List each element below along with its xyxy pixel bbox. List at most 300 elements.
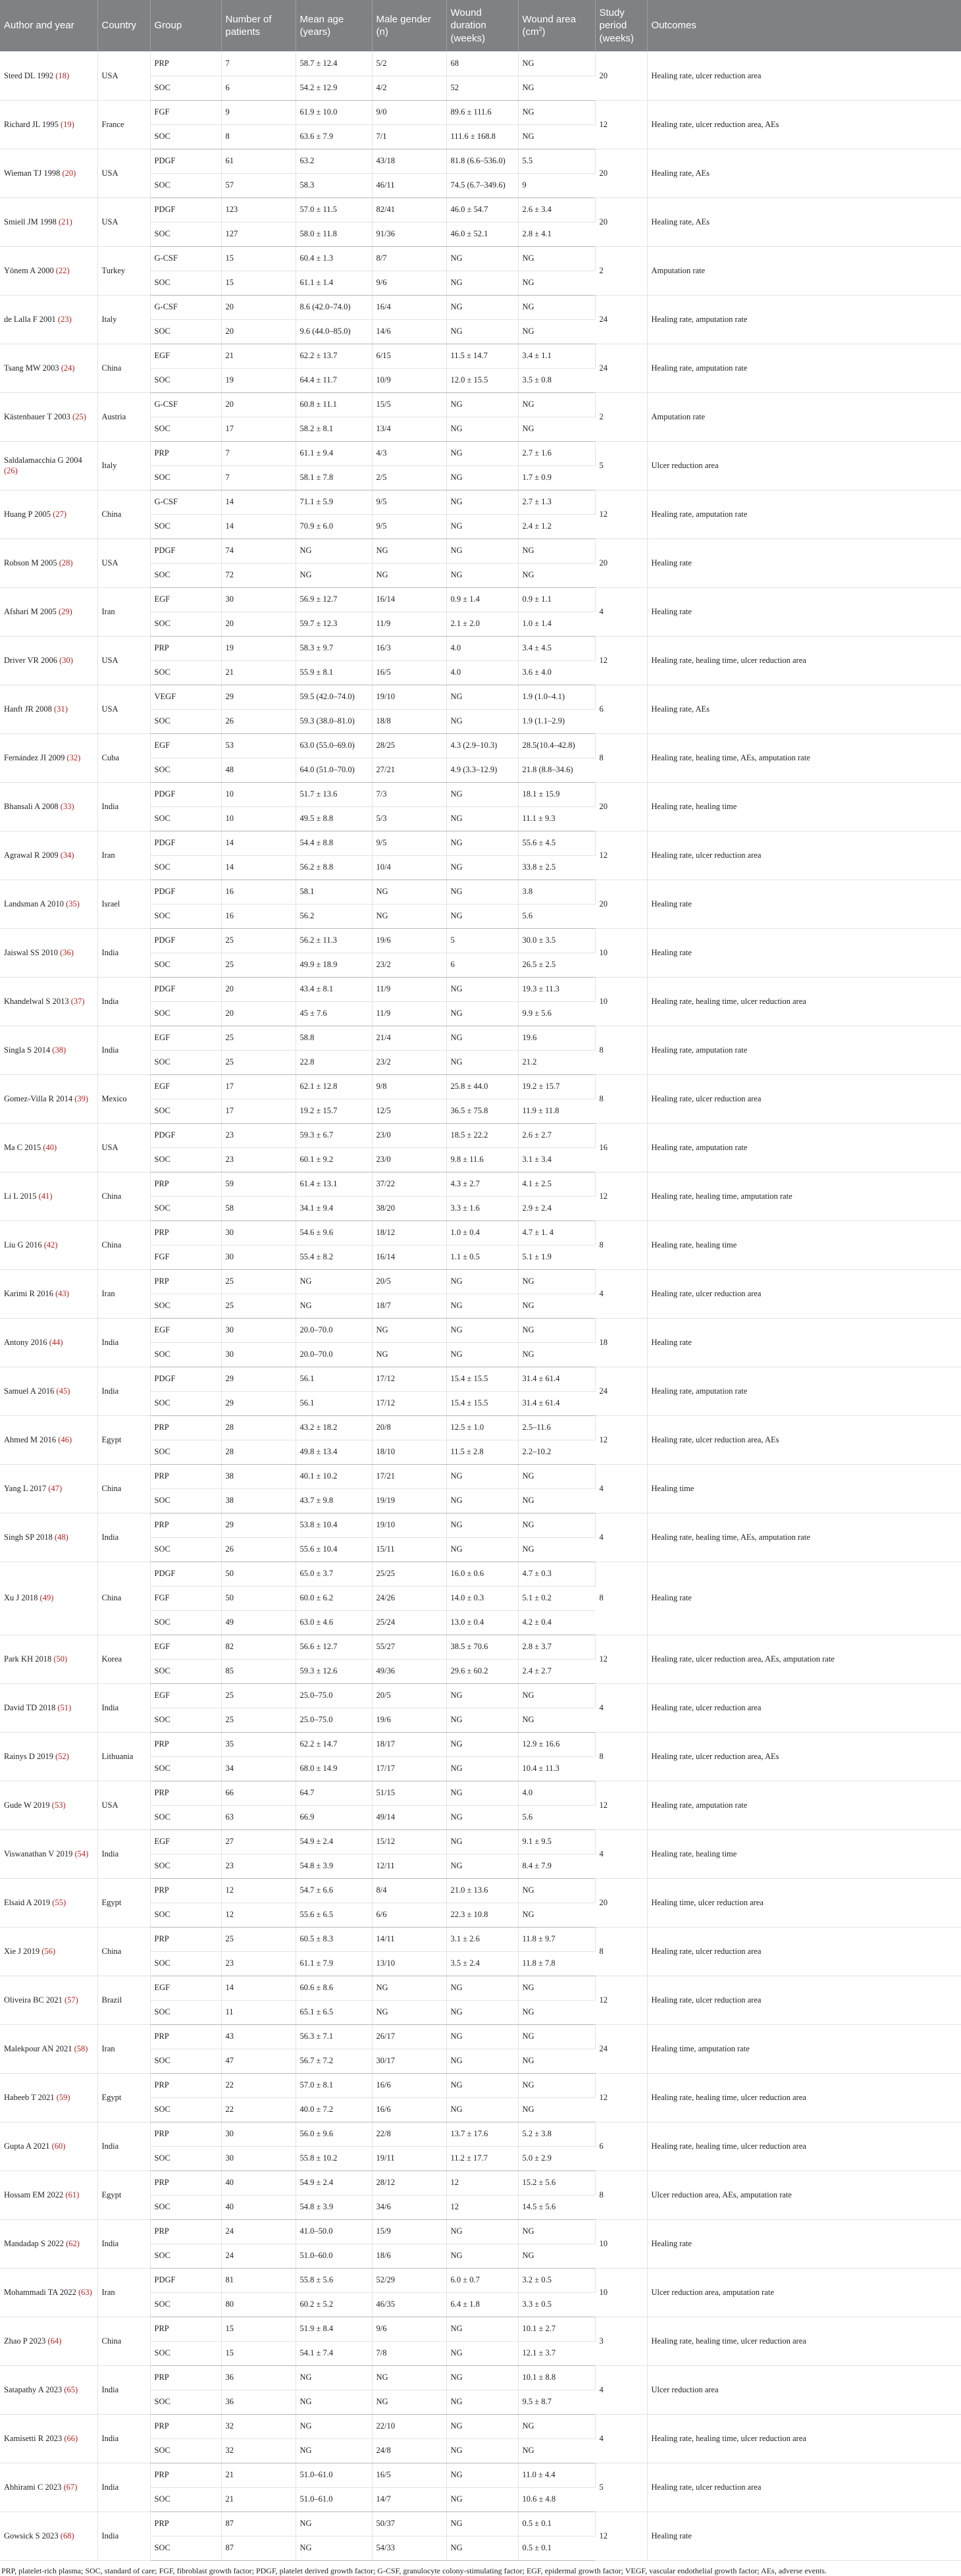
cell-male: 9/5 <box>372 831 446 855</box>
author-name: Steed DL 1992 <box>4 70 54 80</box>
cell-area: NG <box>518 1708 595 1732</box>
cell-period: 12 <box>595 1635 647 1683</box>
cell-group: SOC <box>150 1050 221 1074</box>
cell-patients: 74 <box>221 539 296 563</box>
cell-area: 28.5(10.4–42.8) <box>518 733 595 758</box>
reference-link[interactable]: (35) <box>66 899 80 908</box>
cell-period: 12 <box>595 1781 647 1829</box>
table-row <box>0 441 961 465</box>
cell-age: 64.4 ± 11.7 <box>296 368 372 392</box>
reference-link[interactable]: (20) <box>62 168 76 178</box>
cell-author <box>0 51 97 100</box>
cell-patients: 10 <box>221 782 296 806</box>
cell-author <box>0 490 97 539</box>
author-name: Khandelwal S 2013 <box>4 996 69 1006</box>
cell-group: SOC <box>150 1805 221 1829</box>
reference-link[interactable]: (55) <box>52 1897 66 1907</box>
cell-author <box>0 1172 97 1221</box>
cell-duration: 81.8 (6.6–536.0) <box>446 149 518 173</box>
cell-group: SOC <box>150 2097 221 2122</box>
cell-country: USA <box>97 149 150 197</box>
cell-male: 15/11 <box>372 1537 446 1562</box>
cell-outcomes: Healing rate, ulcer reduction area <box>647 831 961 880</box>
table-row <box>0 587 961 612</box>
cell-age: NG <box>296 563 372 587</box>
table-row <box>0 2122 961 2146</box>
cell-outcomes: Healing rate, ulcer reduction area <box>647 51 961 100</box>
cell-duration: NG <box>446 709 518 733</box>
cell-duration: NG <box>446 2097 518 2122</box>
cell-period: 20 <box>595 197 647 246</box>
cell-group: SOC <box>150 1708 221 1732</box>
reference-link[interactable]: (56) <box>41 1946 56 1956</box>
table-row <box>0 1976 961 2000</box>
cell-age: 58.1 ± 7.8 <box>296 465 372 490</box>
cell-area: 11.9 ± 11.8 <box>518 1099 595 1123</box>
header-duration: Wound duration (weeks) <box>446 0 518 51</box>
cell-author <box>0 149 97 197</box>
cell-period: 3 <box>595 2317 647 2365</box>
reference-link[interactable]: (30) <box>59 655 73 665</box>
cell-country: USA <box>97 1781 150 1829</box>
cell-area: 3.4 ± 1.1 <box>518 344 595 368</box>
cell-patients: 28 <box>221 1415 296 1440</box>
cell-area: 5.1 ± 0.2 <box>518 1586 595 1610</box>
table-row <box>0 2219 961 2244</box>
cell-age: 61.1 ± 9.4 <box>296 441 372 465</box>
cell-country: India <box>97 2414 150 2463</box>
cell-outcomes: Ulcer reduction area, amputation rate <box>647 2268 961 2317</box>
author-name: Tsang MW 2003 <box>4 363 59 373</box>
cell-patients: 30 <box>221 1221 296 1245</box>
cell-patients: 14 <box>221 831 296 855</box>
table-row <box>0 100 961 124</box>
reference-link[interactable]: (27) <box>53 509 67 519</box>
cell-country: China <box>97 1927 150 1976</box>
cell-area: 0.5 ± 0.1 <box>518 2536 595 2560</box>
cell-male: 5/3 <box>372 806 446 831</box>
table-row <box>0 2414 961 2438</box>
cell-area: 12.1 ± 3.7 <box>518 2341 595 2365</box>
reference-link[interactable]: (48) <box>55 1532 68 1542</box>
cell-male: 12/11 <box>372 1854 446 1878</box>
cell-outcomes: Healing rate, healing time, AEs, amputation rate <box>647 733 961 782</box>
cell-age: 40.0 ± 7.2 <box>296 2097 372 2122</box>
author-name: David TD 2018 <box>4 1702 56 1712</box>
cell-group: SOC <box>150 709 221 733</box>
author-name: Samuel A 2016 <box>4 1386 55 1396</box>
reference-link[interactable]: (63) <box>78 2287 92 2297</box>
cell-author <box>0 1635 97 1683</box>
cell-area: NG <box>518 1269 595 1294</box>
cell-male: 17/12 <box>372 1367 446 1391</box>
cell-patients: 15 <box>221 246 296 271</box>
cell-male: 4/2 <box>372 76 446 100</box>
cell-outcomes: Healing rate, healing time <box>647 1829 961 1878</box>
cell-group: SOC <box>150 1659 221 1683</box>
author-name: Elsaid A 2019 <box>4 1897 51 1907</box>
cell-male: 9/0 <box>372 100 446 124</box>
cell-area: 4.7 ± 0.3 <box>518 1562 595 1586</box>
cell-country: India <box>97 782 150 831</box>
cell-group: EGF <box>150 344 221 368</box>
cell-age: 60.8 ± 11.1 <box>296 392 372 417</box>
cell-age: 62.2 ± 14.7 <box>296 1732 372 1756</box>
cell-group: SOC <box>150 806 221 831</box>
cell-group: PDGF <box>150 928 221 953</box>
cell-group: PRP <box>150 1269 221 1294</box>
cell-group: PRP <box>150 2170 221 2195</box>
cell-duration: NG <box>446 1318 518 1342</box>
author-name: Rainys D 2019 <box>4 1751 53 1761</box>
cell-duration: NG <box>446 855 518 880</box>
cell-area: NG <box>518 76 595 100</box>
cell-group: SOC <box>150 1196 221 1221</box>
cell-duration: NG <box>446 2049 518 2073</box>
cell-area: NG <box>518 392 595 417</box>
cell-duration: 2.1 ± 2.0 <box>446 612 518 636</box>
reference-link[interactable]: (62) <box>66 2238 80 2248</box>
cell-country: Italy <box>97 441 150 490</box>
cell-patients: 21 <box>221 344 296 368</box>
reference-link[interactable]: (19) <box>60 119 74 129</box>
cell-area: NG <box>518 1537 595 1562</box>
cell-male: 20/5 <box>372 1683 446 1708</box>
author-name: Li L 2015 <box>4 1191 37 1201</box>
cell-outcomes: Healing rate, healing time, ulcer reduction area <box>647 977 961 1026</box>
cell-group: PDGF <box>150 782 221 806</box>
table-body <box>0 51 961 2560</box>
reference-link[interactable]: (38) <box>52 1045 66 1055</box>
cell-duration: NG <box>446 904 518 928</box>
cell-male: 19/6 <box>372 1708 446 1732</box>
cell-author <box>0 2073 97 2122</box>
cell-period: 24 <box>595 1367 647 1415</box>
cell-patients: 43 <box>221 2024 296 2049</box>
reference-link[interactable]: (51) <box>57 1702 72 1712</box>
reference-link[interactable]: (43) <box>55 1288 69 1298</box>
reference-link[interactable]: (60) <box>51 2141 66 2151</box>
cell-patients: 7 <box>221 441 296 465</box>
cell-duration: NG <box>446 2073 518 2097</box>
cell-period: 8 <box>595 733 647 782</box>
cell-age: 43.2 ± 18.2 <box>296 1415 372 1440</box>
table-row <box>0 1513 961 1537</box>
cell-group: PRP <box>150 1927 221 1951</box>
reference-link[interactable]: (59) <box>56 2092 70 2102</box>
cell-male: 21/4 <box>372 1026 446 1050</box>
cell-patients: 87 <box>221 2511 296 2536</box>
reference-link[interactable]: (49) <box>39 1593 54 1603</box>
cell-outcomes: Healing rate, amputation rate <box>647 344 961 392</box>
cell-group: SOC <box>150 1342 221 1367</box>
cell-patients: 50 <box>221 1562 296 1586</box>
cell-duration: NG <box>446 1294 518 1318</box>
cell-patients: 15 <box>221 2341 296 2365</box>
cell-male: 22/10 <box>372 2414 446 2438</box>
reference-link[interactable]: (66) <box>64 2433 78 2443</box>
cell-period: 12 <box>595 831 647 880</box>
reference-link[interactable]: (33) <box>60 801 74 811</box>
cell-age: 55.9 ± 8.1 <box>296 660 372 685</box>
cell-country: Lithuania <box>97 1732 150 1781</box>
reference-link[interactable]: (42) <box>43 1240 58 1249</box>
reference-link[interactable]: (25) <box>72 411 86 421</box>
cell-period: 12 <box>595 1976 647 2024</box>
cell-country: Egypt <box>97 1415 150 1464</box>
cell-male: 23/0 <box>372 1123 446 1147</box>
reference-link[interactable]: (26) <box>4 466 18 475</box>
reference-link[interactable]: (40) <box>43 1142 57 1152</box>
cell-period: 8 <box>595 1221 647 1269</box>
reference-link[interactable]: (31) <box>54 704 68 714</box>
cell-author <box>0 2268 97 2317</box>
cell-area: 31.4 ± 61.4 <box>518 1391 595 1415</box>
reference-link[interactable]: (68) <box>60 2531 74 2540</box>
cell-duration: NG <box>446 271 518 295</box>
cell-area: NG <box>518 271 595 295</box>
cell-duration: NG <box>446 441 518 465</box>
cell-area: 10.1 ± 2.7 <box>518 2317 595 2341</box>
cell-duration: 15.4 ± 15.5 <box>446 1367 518 1391</box>
cell-duration: 52 <box>446 76 518 100</box>
cell-outcomes: Healing rate <box>647 539 961 587</box>
cell-group: PRP <box>150 1781 221 1805</box>
cell-outcomes: Healing rate, amputation rate <box>647 1026 961 1074</box>
reference-link[interactable]: (39) <box>74 1093 89 1103</box>
cell-age: 58.7 ± 12.4 <box>296 51 372 76</box>
table-row <box>0 1635 961 1659</box>
cell-age: 56.6 ± 12.7 <box>296 1635 372 1659</box>
cell-group: PRP <box>150 2122 221 2146</box>
cell-patients: 36 <box>221 2365 296 2390</box>
cell-age: 8.6 (42.0–74.0) <box>296 295 372 319</box>
cell-patients: 17 <box>221 417 296 441</box>
reference-link[interactable]: (52) <box>55 1751 69 1761</box>
cell-male: 19/6 <box>372 928 446 953</box>
cell-age: NG <box>296 2536 372 2560</box>
cell-duration: NG <box>446 563 518 587</box>
cell-male: NG <box>372 2390 446 2414</box>
cell-patients: 11 <box>221 2000 296 2024</box>
cell-age: 61.9 ± 10.0 <box>296 100 372 124</box>
reference-link[interactable]: (53) <box>51 1800 66 1810</box>
cell-duration: 22.3 ± 10.8 <box>446 1903 518 1927</box>
reference-link[interactable]: (64) <box>47 2336 62 2346</box>
cell-age: 54.1 ± 7.4 <box>296 2341 372 2365</box>
cell-age: 51.9 ± 8.4 <box>296 2317 372 2341</box>
cell-author <box>0 1123 97 1172</box>
reference-link[interactable]: (61) <box>65 2190 80 2199</box>
cell-group: PDGF <box>150 149 221 173</box>
reference-link[interactable]: (23) <box>57 314 72 324</box>
cell-group: EGF <box>150 1829 221 1854</box>
cell-male: 54/33 <box>372 2536 446 2560</box>
cell-country: India <box>97 2511 150 2560</box>
cell-author <box>0 2365 97 2414</box>
reference-link[interactable]: (57) <box>65 1995 78 2005</box>
cell-author <box>0 295 97 344</box>
cell-male: 49/14 <box>372 1805 446 1829</box>
cell-area: 5.6 <box>518 904 595 928</box>
cell-author <box>0 246 97 295</box>
cell-male: 43/18 <box>372 149 446 173</box>
cell-duration: NG <box>446 392 518 417</box>
cell-author <box>0 197 97 246</box>
cell-period: 2 <box>595 246 647 295</box>
cell-country: Korea <box>97 1635 150 1683</box>
cell-group: SOC <box>150 1756 221 1781</box>
reference-link[interactable]: (50) <box>53 1654 68 1664</box>
cell-male: 15/5 <box>372 392 446 417</box>
reference-link[interactable]: (54) <box>74 1849 89 1858</box>
cell-group: EGF <box>150 1683 221 1708</box>
cell-country: China <box>97 490 150 539</box>
cell-duration: NG <box>446 2414 518 2438</box>
reference-link[interactable]: (47) <box>48 1483 63 1493</box>
author-name: Hanft JR 2008 <box>4 704 52 714</box>
cell-duration: NG <box>446 2000 518 2024</box>
cell-patients: 61 <box>221 149 296 173</box>
cell-male: 25/24 <box>372 1610 446 1635</box>
cell-male: 15/9 <box>372 2219 446 2244</box>
cell-author <box>0 2511 97 2560</box>
cell-area: 14.5 ± 5.6 <box>518 2195 595 2219</box>
cell-male: 52/29 <box>372 2268 446 2292</box>
cell-duration: NG <box>446 1269 518 1294</box>
author-name: Ma C 2015 <box>4 1142 41 1152</box>
header-country: Country <box>97 0 150 51</box>
cell-patients: 28 <box>221 1440 296 1464</box>
cell-male: 9/5 <box>372 490 446 514</box>
cell-male: NG <box>372 563 446 587</box>
reference-link[interactable]: (32) <box>66 752 81 762</box>
reference-link[interactable]: (45) <box>56 1386 70 1396</box>
cell-male: 10/9 <box>372 368 446 392</box>
cell-period: 8 <box>595 1026 647 1074</box>
cell-age: 41.0–50.0 <box>296 2219 372 2244</box>
cell-outcomes: Healing rate, healing time <box>647 782 961 831</box>
cell-patients: 25 <box>221 1050 296 1074</box>
reference-link[interactable]: (29) <box>58 606 72 616</box>
cell-male: 19/10 <box>372 685 446 709</box>
cell-patients: 17 <box>221 1074 296 1099</box>
cell-age: 56.2 ± 8.8 <box>296 855 372 880</box>
cell-duration: 0.9 ± 1.4 <box>446 587 518 612</box>
cell-area: 1.0 ± 1.4 <box>518 612 595 636</box>
reference-link[interactable]: (24) <box>61 363 75 373</box>
reference-link[interactable]: (36) <box>60 947 74 957</box>
cell-country: Mexico <box>97 1074 150 1123</box>
cell-area: 9 <box>518 173 595 197</box>
cell-patients: 20 <box>221 295 296 319</box>
reference-link[interactable]: (44) <box>49 1337 63 1347</box>
cell-male: 2/5 <box>372 465 446 490</box>
cell-country: China <box>97 1562 150 1635</box>
cell-age: 59.3 ± 6.7 <box>296 1123 372 1147</box>
cell-age: 25.0–75.0 <box>296 1708 372 1732</box>
cell-patients: 22 <box>221 2097 296 2122</box>
cell-outcomes: Ulcer reduction area, AEs, amputation rate <box>647 2170 961 2219</box>
cell-patients: 27 <box>221 1829 296 1854</box>
cell-patients: 30 <box>221 1245 296 1269</box>
author-name: Gude W 2019 <box>4 1800 50 1810</box>
cell-male: 16/6 <box>372 2097 446 2122</box>
cell-author <box>0 1367 97 1415</box>
cell-duration: 1.0 ± 0.4 <box>446 1221 518 1245</box>
reference-link[interactable]: (41) <box>38 1191 53 1201</box>
cell-duration: 4.0 <box>446 660 518 685</box>
cell-outcomes: Healing rate <box>647 928 961 977</box>
cell-country: India <box>97 1367 150 1415</box>
cell-male: 16/5 <box>372 2463 446 2487</box>
table-row <box>0 977 961 1001</box>
cell-outcomes: Healing rate, healing time, amputation rate <box>647 1172 961 1221</box>
reference-link[interactable]: (28) <box>59 558 73 567</box>
cell-male: 19/10 <box>372 1513 446 1537</box>
reference-link[interactable]: (22) <box>55 265 70 275</box>
cell-period: 12 <box>595 636 647 685</box>
reference-link[interactable]: (65) <box>64 2384 78 2394</box>
cell-duration: NG <box>446 2024 518 2049</box>
cell-period: 8 <box>595 1927 647 1976</box>
cell-group: PDGF <box>150 1367 221 1391</box>
cell-male: 20/8 <box>372 1415 446 1440</box>
cell-patients: 38 <box>221 1488 296 1513</box>
cell-period: 5 <box>595 2463 647 2511</box>
cell-country: Italy <box>97 295 150 344</box>
author-name: Driver VR 2006 <box>4 655 58 665</box>
reference-link[interactable]: (67) <box>63 2482 78 2492</box>
cell-outcomes: Healing rate <box>647 2511 961 2560</box>
reference-link[interactable]: (21) <box>59 217 72 226</box>
cell-country: Iran <box>97 831 150 880</box>
author-name: Kästenbauer T 2003 <box>4 411 70 421</box>
cell-male: 18/17 <box>372 1732 446 1756</box>
cell-age: 63.6 ± 7.9 <box>296 124 372 149</box>
cell-outcomes: Healing rate, healing time, ulcer reduction area <box>647 2414 961 2463</box>
table-row <box>0 1415 961 1440</box>
reference-link[interactable]: (46) <box>58 1434 72 1444</box>
cell-patients: 87 <box>221 2536 296 2560</box>
reference-link[interactable]: (37) <box>70 996 85 1006</box>
cell-age: 54.9 ± 2.4 <box>296 2170 372 2195</box>
cell-area: 30.0 ± 3.5 <box>518 928 595 953</box>
reference-link[interactable]: (18) <box>55 70 70 80</box>
cell-area: 21.8 (8.8–34.6) <box>518 758 595 782</box>
cell-patients: 8 <box>221 124 296 149</box>
cell-patients: 16 <box>221 880 296 904</box>
reference-link[interactable]: (34) <box>60 850 74 860</box>
cell-group: FGF <box>150 1245 221 1269</box>
cell-area: 3.8 <box>518 880 595 904</box>
cell-group: EGF <box>150 1074 221 1099</box>
cell-area: 21.2 <box>518 1050 595 1074</box>
cell-age: 54.4 ± 8.8 <box>296 831 372 855</box>
cell-area: 2.7 ± 1.6 <box>518 441 595 465</box>
cell-group: G-CSF <box>150 490 221 514</box>
cell-period: 2 <box>595 392 647 441</box>
cell-duration: NG <box>446 2341 518 2365</box>
author-name: Kamisetti R 2023 <box>4 2433 63 2443</box>
cell-area: NG <box>518 1976 595 2000</box>
author-name: Park KH 2018 <box>4 1654 52 1664</box>
author-name: Yönem A 2000 <box>4 265 54 275</box>
cell-male: 8/7 <box>372 246 446 271</box>
table-row <box>0 197 961 222</box>
reference-link[interactable]: (58) <box>74 2043 88 2053</box>
cell-patients: 29 <box>221 1367 296 1391</box>
